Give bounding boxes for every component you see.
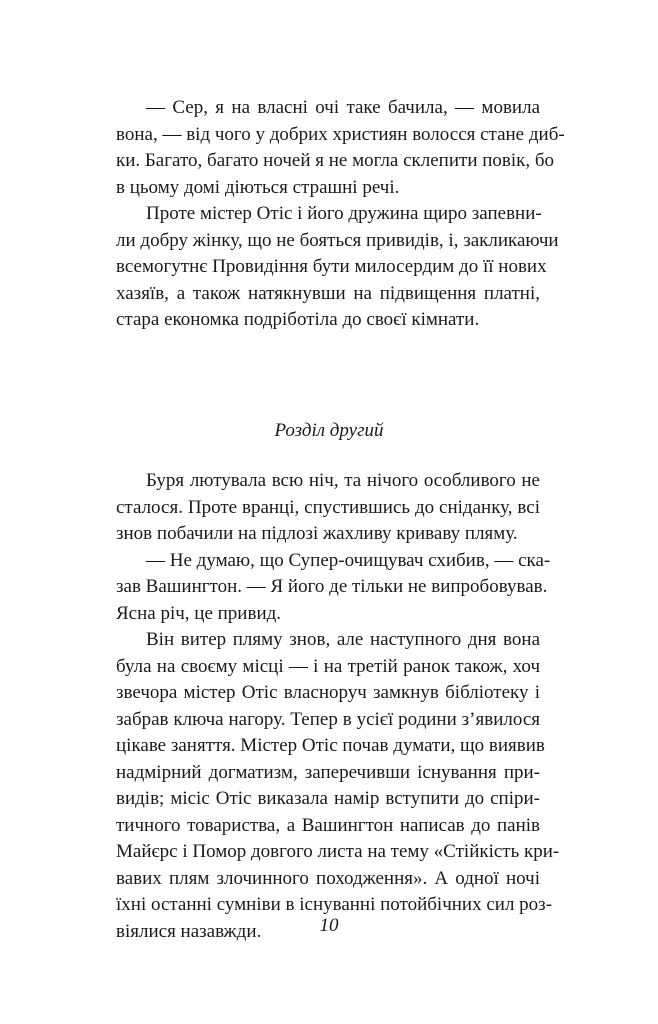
text-line: зав Вашингтон. — Я його де тільки не випробовував.	[116, 576, 548, 597]
text-line: Ясна річ, це привид.	[116, 602, 282, 624]
text-block-top	[116, 95, 565, 334]
text-line: хазяїв, а також натякнувши на підвищення платні,	[116, 282, 540, 304]
chapter-heading: Розділ другий	[274, 420, 384, 441]
text-line: вавих плям злочинного походження». А одної ночі	[116, 867, 540, 889]
text-line: Майєрс і Помор довгого листа на тему «Стійкість кри-	[116, 841, 560, 862]
text-line: цікаве заняття. Містер Отіс почав думати, що виявив	[116, 735, 545, 756]
text-line: в цьому домі діються страшні речі.	[116, 176, 400, 198]
text-line: Проте містер Отіс і його дружина щиро запевни-	[146, 203, 542, 224]
text-line: була на своєму місці — і на третій ранок також, хоч	[116, 655, 540, 677]
text-line: всемогутнє Провидіння бути милосердим до її нових	[116, 256, 547, 277]
text-line: ки. Багато, багато ночей я не могла склепити повік, бо	[116, 150, 555, 171]
text-line: — Не думаю, що Супер-очищувач схибив, — ска-	[146, 549, 551, 571]
text-line: ли добру жінку, що не бояться привидів, і, закликаючи	[116, 229, 559, 251]
text-line: сталося. Проте вранці, спустившись до сніданку, всі	[116, 496, 540, 518]
text-line: тичного товариства, а Вашингтон написав до панів	[116, 814, 540, 836]
text-line: забрав ключа нагору. Тепер в усієї родини з’явилося	[116, 708, 540, 730]
text-line: їхні останні сумніви в існуванні потойбічних сил роз-	[116, 894, 553, 915]
text-line: віялися назавжди.	[116, 920, 262, 942]
text-line: — Сер, я на власні очі таке бачила, — мовила	[146, 97, 540, 118]
text-line: знов побачили на підлозі жахливу криваву пляму.	[116, 523, 518, 544]
text-line: надмірний догматизм, заперечивши існування при-	[116, 761, 540, 783]
text-line: вона, — від чого у добрих християн волосся стане диб-	[116, 123, 565, 145]
text-line: видів; місіс Отіс виказала намір вступити до спіри-	[116, 788, 540, 809]
text-line: стара економка подріботіла до своєї кімнати.	[116, 309, 480, 330]
text-line: Буря лютувала всю ніч, та нічого особливого не	[146, 470, 540, 491]
page-number: 10	[319, 915, 339, 936]
text-block-bottom	[116, 468, 560, 945]
text-line: звечора містер Отіс власноруч замкнув бібліотеку і	[116, 682, 540, 703]
text-line: Він витер пляму знов, але наступного дня вона	[146, 629, 540, 650]
